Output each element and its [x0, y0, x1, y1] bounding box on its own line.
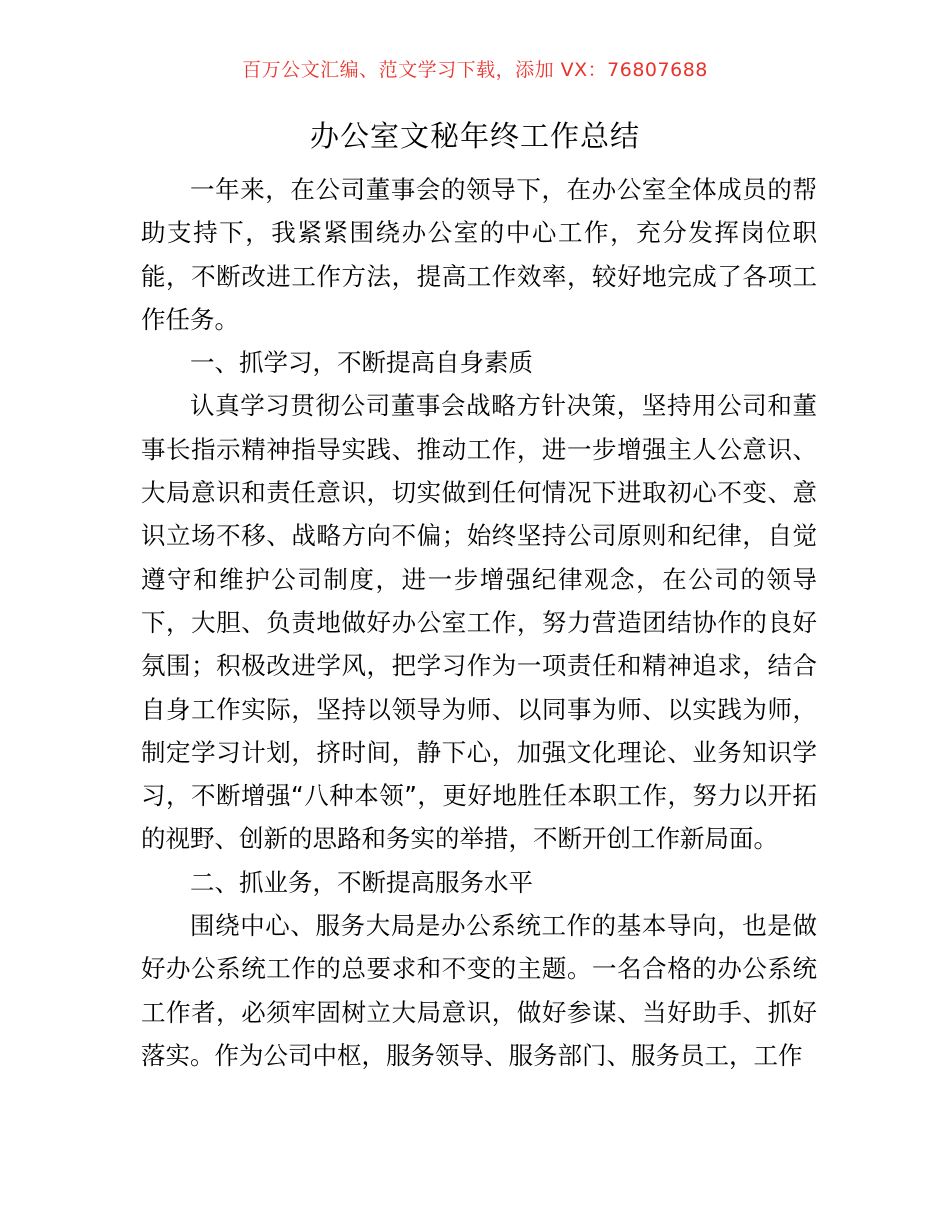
- section-heading-2: 二、抓业务，不断提高服务水平: [190, 867, 533, 897]
- download-banner: 百万公文汇编、范文学习下载，添加 VX：76807688: [242, 59, 708, 81]
- document-body: [141, 168, 817, 1077]
- section-1-paragraph: 认真学习贯彻公司董事会战略方针决策，坚持用公司和董事长指示精神指导实践、推动工作，进一步增强主人公意识、大局意识和责任意识，切实做到任何情况下进取初心不变、意识立场不移、战略方向不偏；始终坚持公司原则和纪律，自觉遵守和维护公司制度，进一步增强纪律观念，在公司的领导下，大胆、负责地做好办公室工作，努力营造团结协作的良好氛围；积极改进学风，把学习作为一项责任和精神追求，结合自身工作实际，坚持以领导为师、以同事为师、以实践为师，制定学习计划，挤时间，静下心，加强文化理论、业务知识学习，不断增强“八种本领”，更好地胜任本职工作，努力以开拓的视野、创新的思路和务实的举措，不断开创工作新局面。: [141, 391, 817, 854]
- intro-paragraph: 一年来，在公司董事会的领导下，在办公室全体成员的帮助支持下，我紧紧围绕办公室的中心工作，充分发挥岗位职能，不断改进工作方法，提高工作效率，较好地完成了各项工作任务。: [141, 175, 817, 334]
- section-2-paragraph: 围绕中心、服务大局是办公系统工作的基本导向，也是做好办公系统工作的总要求和不变的主题。一名合格的办公系统工作者，必须牢固树立大局意识，做好参谋、当好助手、抓好落实。作为公司中枢，服务领导、服务部门、服务员工，工作: [141, 911, 817, 1070]
- page-title: 办公室文秘年终工作总结: [309, 119, 640, 153]
- section-heading-1: 一、抓学习，不断提高自身素质: [190, 348, 533, 378]
